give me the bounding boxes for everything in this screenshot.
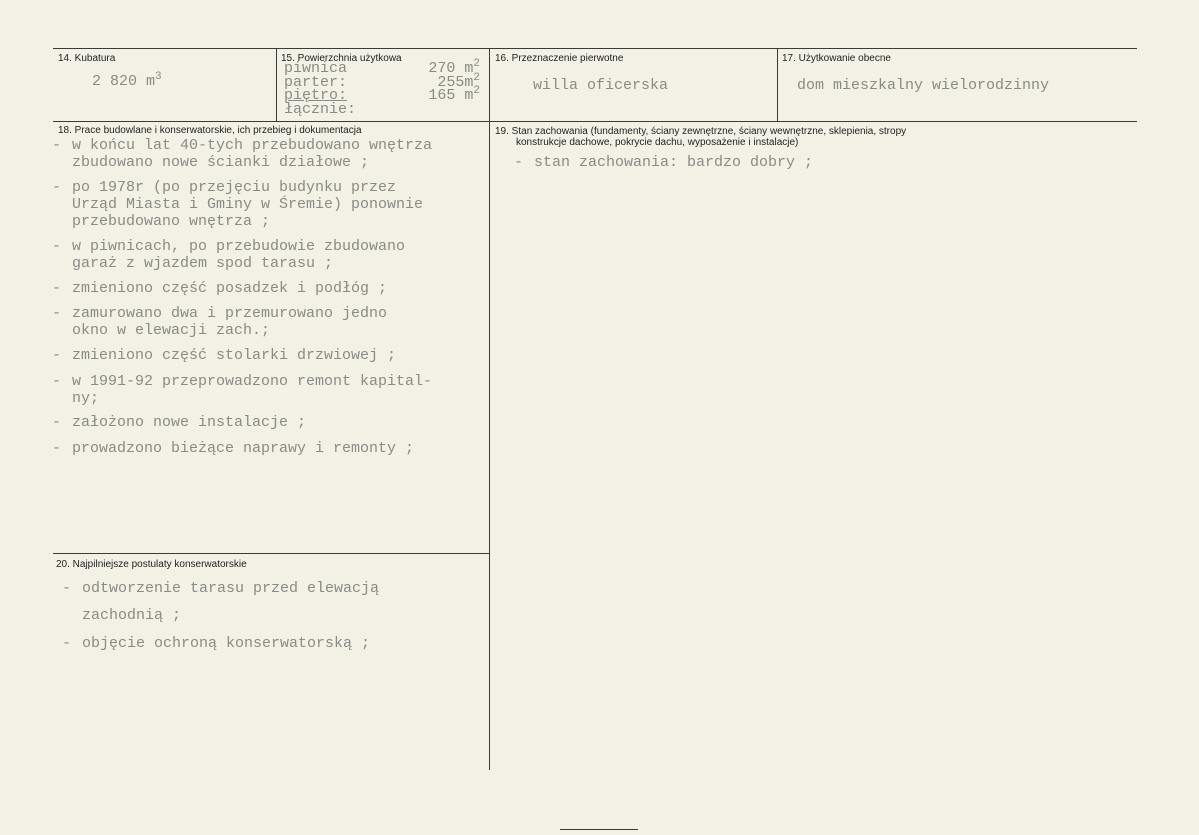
list-dash: - — [52, 280, 62, 297]
field-18-item-line: w piwnicach, po przebudowie zbudowano — [72, 238, 406, 255]
divider-15-16 — [489, 48, 490, 770]
volume-value: 2 820 m — [92, 73, 156, 90]
volume-unit-exponent: 3 — [155, 71, 162, 83]
field-18-item-line: Urząd Miasta i Gminy w Śremie) ponownie — [72, 196, 424, 213]
divider-14-15 — [276, 48, 277, 121]
list-dash: - — [62, 580, 72, 597]
area-row-name: piwnica — [284, 60, 348, 77]
divider-16-17 — [777, 48, 778, 121]
field-18-item-line: zmieniono część stolarki drzwiowej ; — [72, 347, 397, 364]
list-dash: - — [52, 347, 62, 364]
field-20-top-border — [53, 553, 489, 554]
area-row-name: łącznie: — [284, 101, 357, 118]
field-14-value — [92, 73, 162, 90]
list-dash: - — [52, 137, 62, 154]
header-row-divider — [53, 121, 1137, 122]
field-18-label: 18. Prace budowlane i konserwatorskie, ich przebieg i dokumentacja — [58, 125, 362, 136]
field-17-label: 17. Użytkowanie obecne — [782, 53, 891, 64]
list-dash: - — [52, 373, 62, 390]
list-dash: - — [52, 238, 62, 255]
field-15-label: 15. Powierzchnia użytkowa — [281, 53, 402, 64]
bottom-tick — [560, 829, 638, 830]
field-14-label: 14. Kubatura — [58, 53, 116, 64]
area-value: 255m — [437, 74, 474, 91]
area-row-name: piętro: — [284, 87, 348, 104]
field-19-label-line-1: 19. Stan zachowania (fundamenty, ściany zewnętrzne, ściany wewnętrzne, sklepienia, stropy — [495, 126, 907, 137]
field-18-item-line: zamurowano dwa i przemurowano jedno — [72, 305, 388, 322]
top-border — [53, 48, 1137, 49]
field-18-item-line: w 1991-92 przeprowadzono remont kapital- — [72, 373, 433, 390]
field-18-item-line: zmieniono część posadzek i podłóg ; — [72, 280, 388, 297]
field-18-item-line: prowadzono bieżące naprawy i remonty ; — [72, 440, 415, 457]
field-19-label-line-2: konstrukcje dachowe, pokrycie dachu, wyposażenie i instalacje) — [516, 137, 799, 148]
area-value: 165 m — [428, 87, 474, 104]
field-18-item-line: garaż z wjazdem spod tarasu ; — [72, 255, 334, 272]
field-16-value: willa oficerska — [533, 77, 669, 94]
list-dash: - — [52, 179, 62, 196]
list-dash: - — [514, 154, 524, 171]
field-18-item-line: okno w elewacji zach.; — [72, 322, 271, 339]
field-18-item-line: założono nowe instalacje ; — [72, 414, 307, 431]
area-row-value — [428, 87, 480, 104]
area-unit-exponent: 2 — [473, 85, 480, 97]
field-20-item-line: objęcie ochroną konserwatorską ; — [82, 635, 371, 652]
field-18-item-line: zbudowano nowe ścianki działowe ; — [72, 154, 370, 171]
area-unit-exponent: 2 — [473, 72, 480, 84]
field-17-value: dom mieszkalny wielorodzinny — [797, 77, 1050, 94]
area-row-name: parter: — [284, 74, 348, 91]
area-value: 270 m — [428, 60, 474, 77]
field-18-item-line: w końcu lat 40-tych przebudowano wnętrza — [72, 137, 433, 154]
list-dash: - — [52, 305, 62, 322]
field-18-item-line: po 1978r (po przejęciu budynku przez — [72, 179, 397, 196]
area-unit-exponent: 2 — [473, 58, 480, 70]
field-18-item-line: przebudowano wnętrza ; — [72, 213, 271, 230]
field-20-item-line: zachodnią ; — [82, 607, 182, 624]
field-18-item-line: ny; — [72, 390, 100, 407]
field-20-item-line: odtworzenie tarasu przed elewacją — [82, 580, 380, 597]
field-16-label: 16. Przeznaczenie pierwotne — [495, 53, 624, 64]
field-20-label: 20. Najpilniejsze postulaty konserwatorskie — [56, 559, 247, 570]
list-dash: - — [62, 635, 72, 652]
field-19-item-line: stan zachowania: bardzo dobry ; — [534, 154, 814, 171]
list-dash: - — [52, 440, 62, 457]
list-dash: - — [52, 414, 62, 431]
